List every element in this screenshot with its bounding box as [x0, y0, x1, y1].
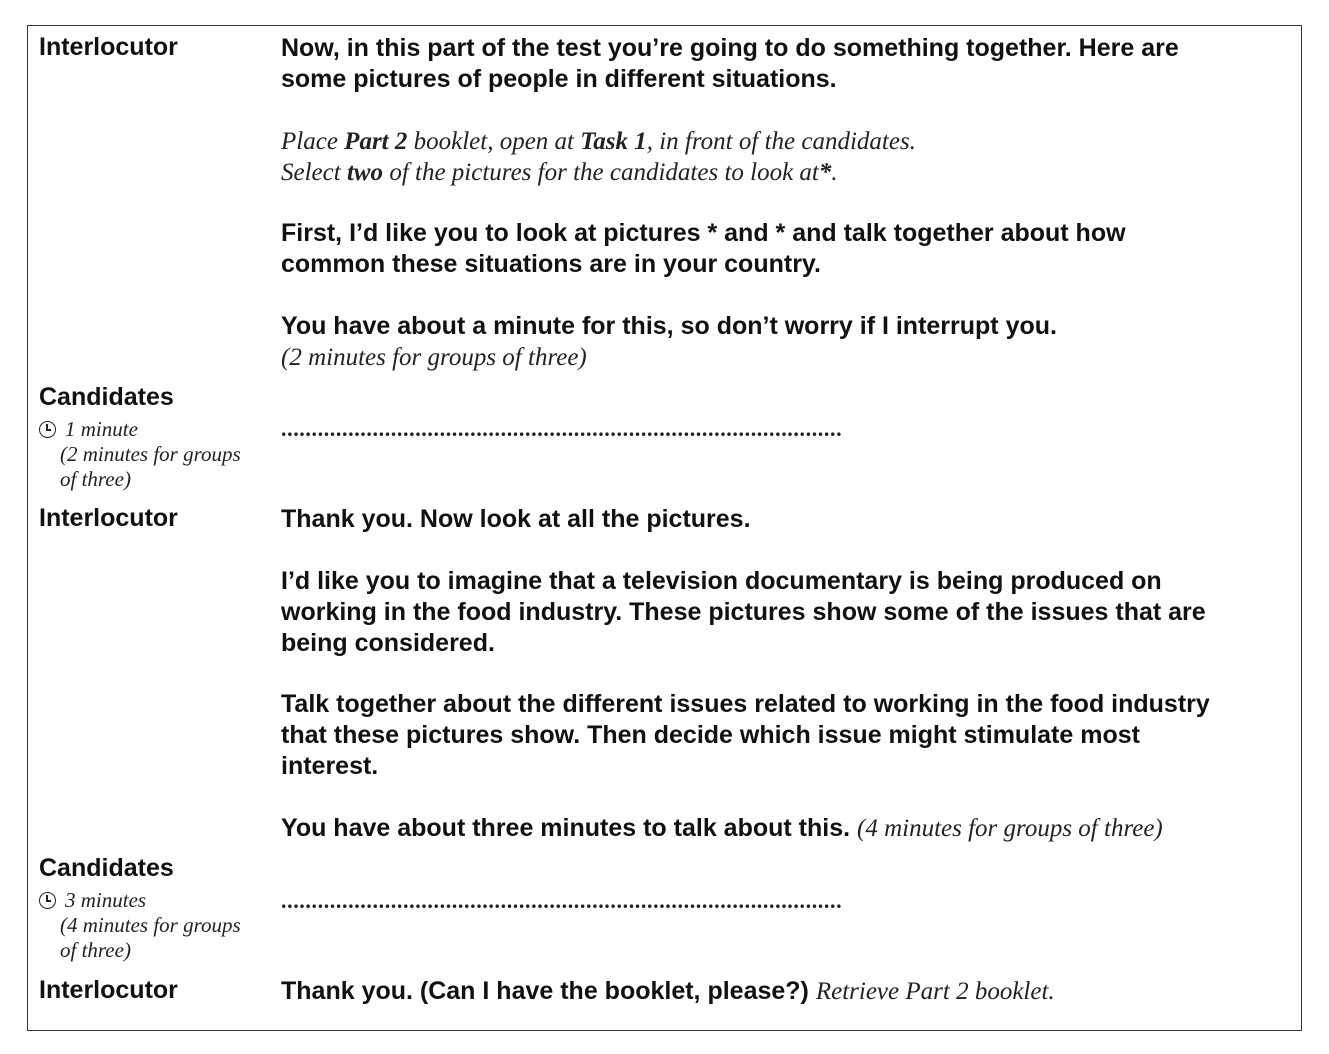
instr-emph: *	[818, 159, 832, 186]
intro-text	[281, 33, 1179, 95]
examiner-instruction-1	[281, 126, 916, 188]
question-line-2: common these situations are in your country.	[281, 250, 821, 278]
time-line-1: You have about a minute for this, so don’t worry if I interrupt you.	[281, 312, 1057, 340]
duration-line	[39, 417, 241, 442]
duration-text: 1 minute	[65, 417, 138, 441]
duration-text: 3 minutes	[65, 888, 147, 912]
closing-line	[281, 976, 1055, 1007]
duration-line	[39, 888, 241, 913]
scenario-line-3: being considered.	[281, 629, 495, 657]
closing-thanks: Thank you. (Can I have the booklet, please?)	[281, 977, 809, 1005]
role-interlocutor-2: Interlocutor	[39, 504, 178, 532]
candidate-response-dots-1: ............................................................................................	[281, 416, 843, 441]
candidates-duration-2	[39, 888, 241, 963]
instr-text: booklet, open at	[407, 128, 581, 155]
scenario-text	[281, 566, 1206, 659]
clock-icon	[39, 892, 56, 909]
intro-line-2: some pictures of people in different situations.	[281, 65, 837, 93]
role-candidates-2: Candidates	[39, 854, 174, 882]
scenario-line-2: working in the food industry. These pictures show some of the issues that are	[281, 598, 1206, 626]
time-note-2: (4 minutes for groups of three)	[857, 815, 1163, 842]
duration-note-line-2: of three)	[60, 938, 131, 962]
instr-text: .	[831, 159, 838, 186]
task-text	[281, 689, 1210, 782]
role-interlocutor-3: Interlocutor	[39, 976, 178, 1004]
clock-icon	[39, 421, 56, 438]
question-text	[281, 218, 1126, 280]
task-line-2: that these pictures show. Then decide which issue might stimulate most	[281, 721, 1140, 749]
time-note-1: (2 minutes for groups of three)	[281, 344, 587, 371]
instruction-line-2	[281, 157, 916, 188]
candidate-response-dots-2: ............................................................................................	[281, 888, 843, 913]
task-line-3: interest.	[281, 752, 379, 780]
instr-text: , in front of the candidates.	[646, 128, 916, 155]
instr-emph: Task 1	[580, 128, 647, 155]
instr-emph: two	[346, 159, 384, 186]
instr-emph: Part 2	[344, 128, 408, 155]
time-text: You have about three minutes to talk about this.	[281, 814, 851, 842]
duration-note-line-1: (4 minutes for groups	[60, 913, 241, 937]
thanks-text-1	[281, 504, 751, 535]
intro-line-1: Now, in this part of the test you’re going to do something together. Here are	[281, 34, 1179, 62]
instr-text: Select	[281, 159, 347, 186]
instr-text: of the pictures for the candidates to look at	[383, 159, 819, 186]
scenario-line-1: I’d like you to imagine that a television documentary is being produced on	[281, 567, 1162, 595]
candidates-duration-1	[39, 417, 241, 492]
question-line-1: First, I’d like you to look at pictures * and * and talk together about how	[281, 219, 1126, 247]
thanks-line: Thank you. Now look at all the pictures.	[281, 505, 751, 533]
closing-instruction: Retrieve Part 2 booklet.	[815, 978, 1055, 1005]
time-instruction-2	[281, 813, 1163, 844]
time-line-2	[281, 813, 1163, 844]
duration-note-line-1: (2 minutes for groups	[60, 442, 241, 466]
task-line-1: Talk together about the different issues related to working in the food industry	[281, 690, 1210, 718]
instr-text: Place	[281, 128, 345, 155]
role-interlocutor-1: Interlocutor	[39, 33, 178, 61]
role-candidates-1: Candidates	[39, 383, 174, 411]
instruction-line-1	[281, 126, 916, 157]
time-instruction-1	[281, 311, 1057, 373]
closing-text	[281, 976, 1055, 1007]
duration-note-line-2: of three)	[60, 467, 131, 491]
